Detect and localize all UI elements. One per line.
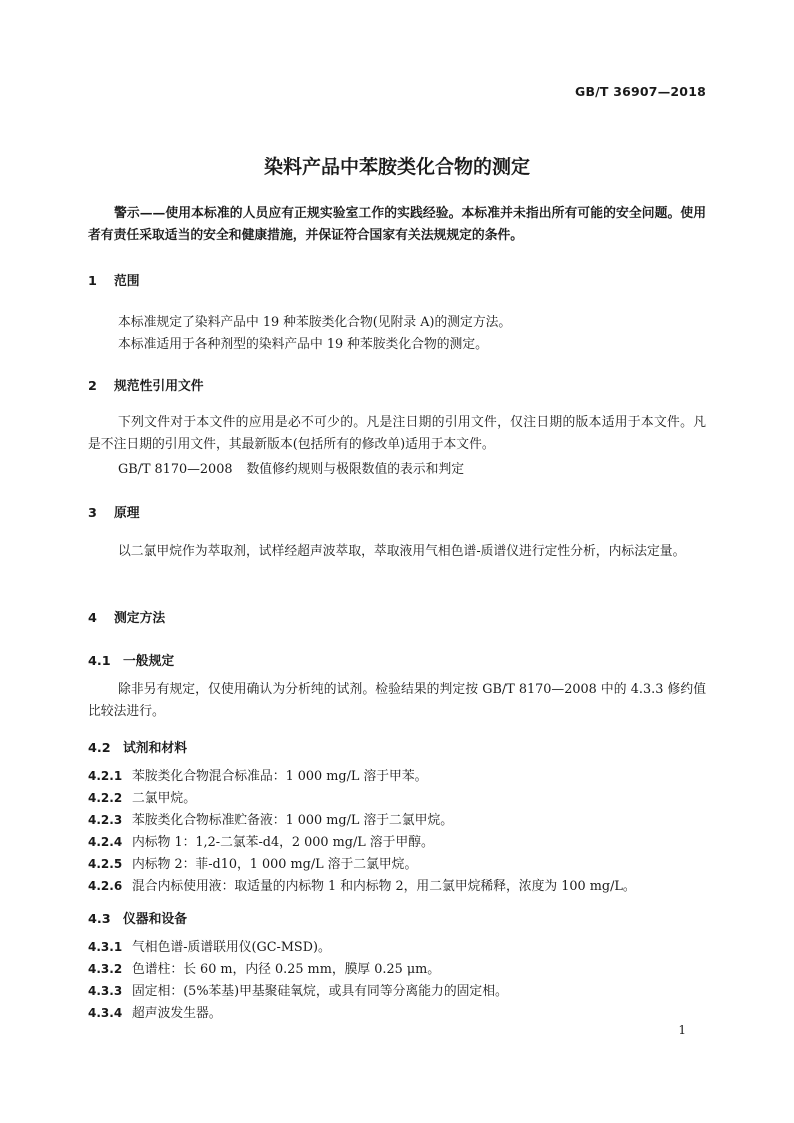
section-title: 试剂和材料 (123, 741, 187, 756)
section-3-heading (88, 502, 140, 521)
item-text: 固定相：(5%苯基)甲基聚硅氧烷，或具有同等分离能力的固定相。 (132, 984, 508, 999)
section-4-heading (88, 607, 165, 626)
list-item (88, 787, 196, 806)
item-text: 超声波发生器。 (132, 1006, 222, 1021)
item-text: 二氯甲烷。 (132, 791, 196, 806)
item-number: 4.2.5 (88, 857, 123, 871)
page-number: 1 (678, 1023, 686, 1037)
item-text: 气相色谱-质谱联用仪(GC-MSD)。 (132, 940, 331, 955)
section-2-heading (88, 375, 204, 394)
item-number: 4.3.2 (88, 962, 123, 976)
principle-paragraph: 以二氯甲烷作为萃取剂，试样经超声波萃取，萃取液用气相色谱-质谱仪进行定性分析，内标法定量。 (118, 544, 686, 559)
section-4-2-heading (88, 737, 187, 756)
item-text: 混合内标使用液：取适量的内标物 1 和内标物 2，用二氯甲烷稀释，浓度为 100 mg/L。 (132, 879, 636, 894)
list-item (88, 809, 453, 828)
section-number: 4.2 (88, 741, 111, 756)
item-number: 4.2.3 (88, 813, 123, 827)
section-1-heading (88, 270, 140, 289)
section-title: 测定方法 (114, 611, 166, 626)
document-code: GB/T 36907—2018 (574, 84, 706, 99)
item-text: 苯胺类化合物标准贮备液：1 000 mg/L 溶于二氯甲烷。 (132, 813, 454, 828)
section-number: 3 (88, 506, 97, 521)
list-item (88, 853, 417, 872)
warning-text: 警示——使用本标准的人员应有正规实验室工作的实践经验。本标准并未指出所有可能的安全问题。使用者有责任采取适当的安全和健康措施，并保证符合国家有关法规规定的条件。 (88, 206, 706, 243)
reference-entry (118, 458, 464, 477)
section-number: 1 (88, 274, 97, 289)
item-number: 4.2.2 (88, 791, 123, 805)
item-number: 4.3.3 (88, 984, 123, 998)
item-text: 色谱柱：长 60 m，内径 0.25 mm，膜厚 0.25 μm。 (132, 962, 441, 977)
list-item (88, 831, 434, 850)
list-item (88, 980, 508, 999)
reference-title: 数值修约规则与极限数值的表示和判定 (246, 462, 465, 477)
item-number: 4.2.6 (88, 879, 123, 893)
section-title: 原理 (114, 506, 140, 521)
section-title: 范围 (114, 274, 140, 289)
normative-references-paragraph: 下列文件对于本文件的应用是必不可少的。凡是注日期的引用文件，仅注日期的版本适用于本文件。凡是不注日期的引用文件，其最新版本(包括所有的修改单)适用于本文件。 (88, 415, 706, 452)
section-number: 4.1 (88, 654, 111, 669)
item-text: 苯胺类化合物混合标准品：1 000 mg/L 溶于甲苯。 (132, 769, 428, 784)
item-number: 4.3.1 (88, 940, 123, 954)
item-number: 4.2.4 (88, 835, 123, 849)
section-title: 一般规定 (123, 654, 175, 669)
item-text: 内标物 2：菲-d10，1 000 mg/L 溶于二氯甲烷。 (132, 857, 418, 872)
section-title: 规范性引用文件 (114, 379, 204, 394)
section-4-1-heading (88, 650, 174, 669)
section-title: 仪器和设备 (123, 912, 187, 927)
list-item (88, 1002, 222, 1021)
section-number: 4.3 (88, 912, 111, 927)
item-number: 4.2.1 (88, 769, 123, 783)
scope-paragraph-2: 本标准适用于各种剂型的染料产品中 19 种苯胺类化合物的测定。 (118, 337, 488, 352)
general-provisions-paragraph: 除非另有规定，仅使用确认为分析纯的试剂。检验结果的判定按 GB/T 8170—2008 中的 4.3.3 修约值比较法进行。 (88, 682, 706, 719)
document-title: 染料产品中苯胺类化合物的测定 (263, 156, 530, 178)
scope-paragraph-1: 本标准规定了染料产品中 19 种苯胺类化合物(见附录 A)的测定方法。 (118, 315, 512, 330)
item-number: 4.3.4 (88, 1006, 123, 1020)
section-number: 2 (88, 379, 97, 394)
reference-code: GB/T 8170—2008 (118, 462, 233, 477)
item-text: 内标物 1：1,2-二氯苯-d4，2 000 mg/L 溶于甲醇。 (132, 835, 434, 850)
section-number: 4 (88, 611, 97, 626)
list-item (88, 765, 427, 784)
list-item (88, 875, 636, 894)
list-item (88, 936, 331, 955)
section-4-3-heading (88, 908, 187, 927)
list-item (88, 958, 440, 977)
